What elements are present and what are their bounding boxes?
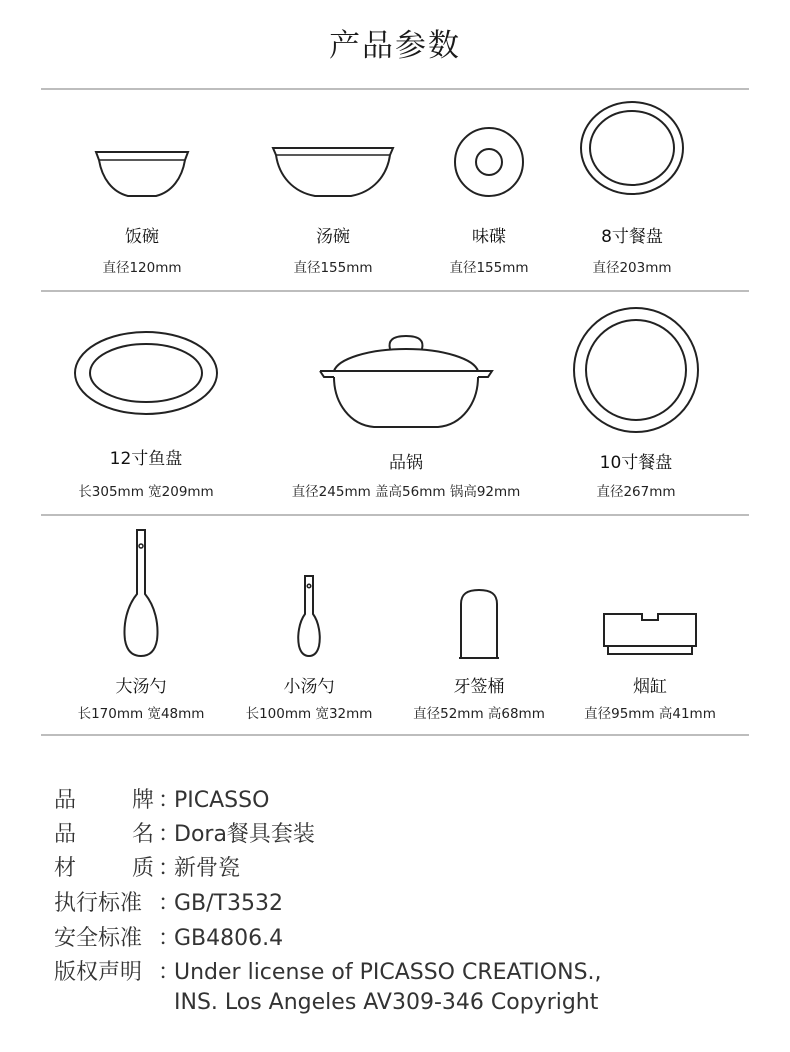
- product-name: 小汤勺: [283, 677, 335, 697]
- page-title: 产品参数: [329, 28, 461, 64]
- product-lidded-pot: [270, 333, 542, 502]
- param-label: 执行标准: [54, 891, 143, 916]
- product-size: 直径203mm: [592, 260, 672, 276]
- param-label: 材: [54, 856, 77, 881]
- param-label: 版权声明: [54, 960, 143, 985]
- product-size: 直径155mm: [293, 260, 373, 276]
- plate-8-inch-icon: [579, 100, 685, 196]
- product-size: 长305mm 宽209mm: [78, 484, 214, 500]
- param-value-line2: INS. Los Angeles AV309-346 Copyright: [174, 990, 599, 1015]
- lidded-pot-icon: [318, 333, 494, 429]
- fish-plate-icon: [73, 330, 219, 416]
- product-large-spoon: [64, 528, 218, 720]
- param-colon: ：: [158, 891, 181, 916]
- param-value: Dora餐具套装: [174, 822, 315, 847]
- param-label: 牌: [131, 788, 154, 813]
- ashtray-icon: [602, 610, 698, 658]
- param-value: GB/T3532: [174, 891, 283, 916]
- product-name: 10寸餐盘: [599, 453, 673, 473]
- divider-top: [41, 88, 749, 90]
- large-spoon-icon: [121, 528, 161, 658]
- product-fish-plate: [66, 330, 226, 502]
- product-soup-bowl: [268, 140, 398, 275]
- product-name: 12寸鱼盘: [109, 449, 183, 469]
- divider-3: [41, 734, 749, 736]
- rice-bowl-icon: [92, 140, 192, 200]
- product-size: 直径155mm: [449, 260, 529, 276]
- param-colon: ：: [158, 926, 181, 951]
- param-value: PICASSO: [174, 788, 270, 813]
- divider-1: [41, 290, 749, 292]
- product-name: 汤碗: [316, 227, 350, 247]
- product-size: 直径52mm 高68mm: [413, 706, 545, 722]
- product-name: 8寸餐盘: [601, 227, 663, 247]
- product-toothpick-holder: [404, 588, 554, 720]
- divider-2: [41, 514, 749, 516]
- product-plate-10-inch: [566, 306, 706, 502]
- product-size: 长170mm 宽48mm: [77, 706, 205, 722]
- small-spoon-icon: [295, 574, 323, 658]
- toothpick-holder-icon: [457, 588, 501, 660]
- param-value-line1: Under license of PICASSO CREATIONS.,: [174, 960, 602, 985]
- product-sauce-dish: [434, 126, 544, 275]
- param-colon: ：: [158, 856, 181, 881]
- product-ashtray: [574, 610, 726, 720]
- sauce-dish-icon: [453, 126, 525, 198]
- product-size: 直径267mm: [596, 484, 676, 500]
- product-size: 长100mm 宽32mm: [245, 706, 373, 722]
- param-colon: ：: [158, 788, 181, 813]
- product-size: 直径120mm: [102, 260, 182, 276]
- product-name: 牙签桶: [453, 677, 505, 697]
- param-label: 品: [54, 788, 77, 813]
- product-size: 直径245mm 盖高56mm 锅高92mm: [291, 484, 521, 500]
- param-value: GB4806.4: [174, 926, 284, 951]
- param-colon: ：: [158, 822, 181, 847]
- param-label: 品: [54, 822, 77, 847]
- param-value: 新骨瓷: [174, 856, 241, 881]
- product-name: 烟缸: [633, 677, 667, 697]
- param-label: 安全标准: [54, 926, 143, 951]
- param-label: 质: [131, 856, 154, 881]
- product-small-spoon: [232, 574, 386, 720]
- param-label: 名: [131, 822, 154, 847]
- plate-10-inch-icon: [572, 306, 700, 434]
- product-name: 大汤勺: [115, 677, 167, 697]
- param-colon: ：: [158, 960, 181, 985]
- product-size: 直径95mm 高41mm: [584, 706, 716, 722]
- product-rice-bowl: [82, 140, 202, 275]
- soup-bowl-icon: [269, 140, 397, 200]
- product-name: 饭碗: [125, 227, 159, 247]
- product-plate-8-inch: [570, 100, 694, 275]
- product-name: 味碟: [472, 227, 506, 247]
- product-name: 品锅: [389, 453, 423, 473]
